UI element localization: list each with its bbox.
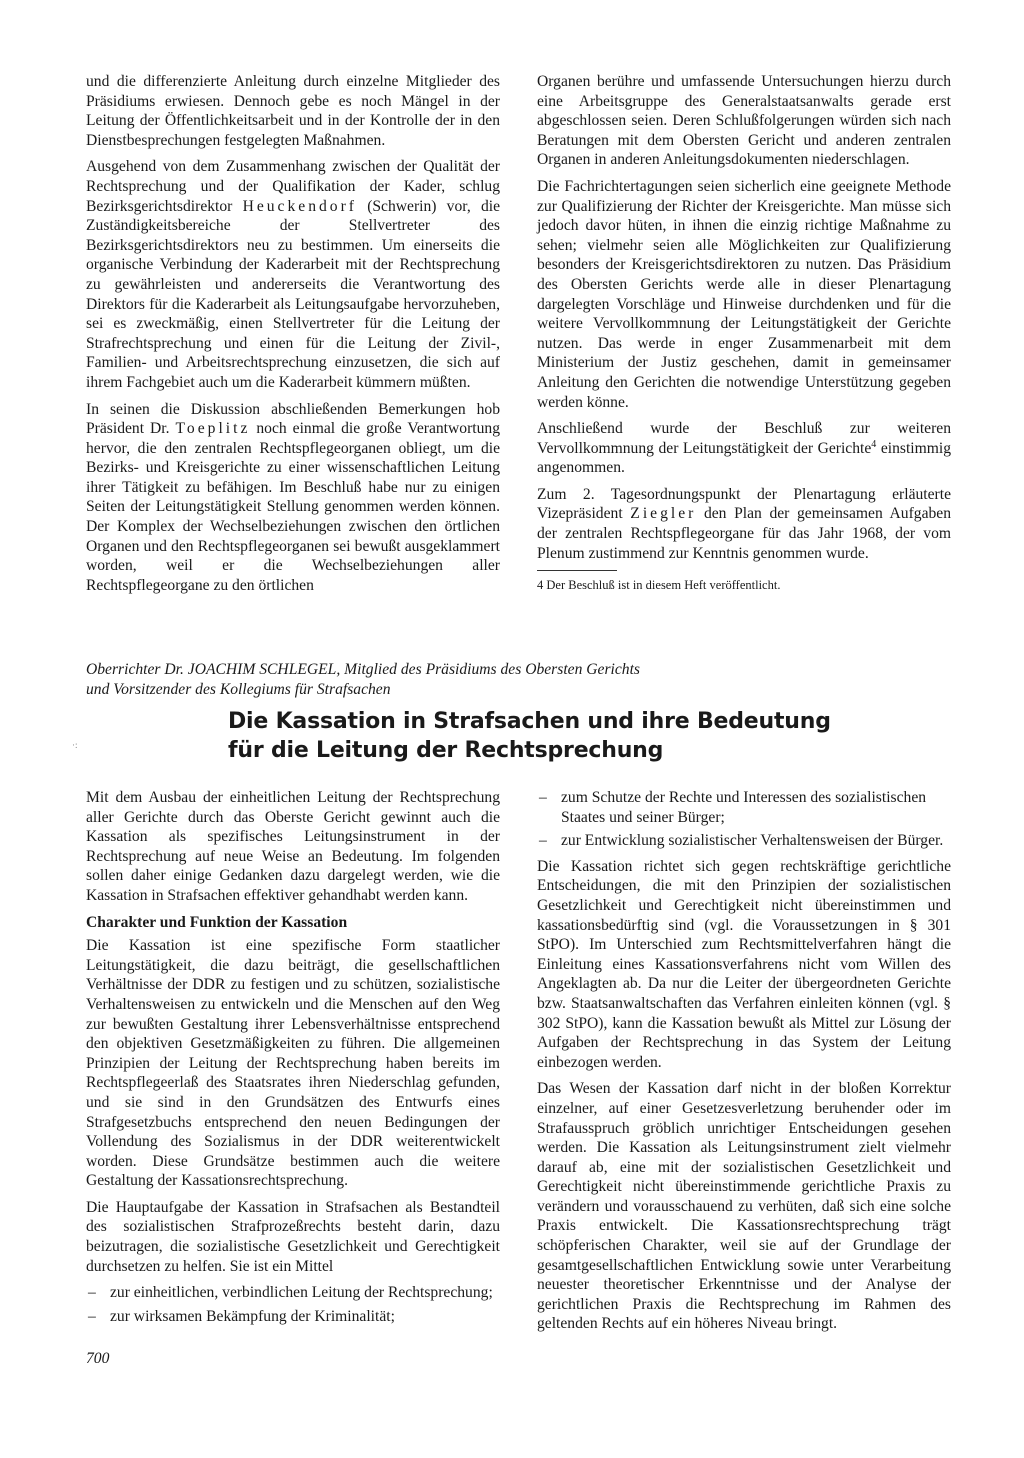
paragraph: Mit dem Ausbau der einheitlichen Leitung der Rechtsprechung aller Gerichte durch das Oberste Gericht gewinnt auch die Kassation als spezifisches Leitungsinstrument in der Rechtsprechung auf neue Weise an Bedeutung. Im folgenden sollen daher einige Gedanken dazu dargelegt werden, wie die Kassation in Strafsachen effektiver gehandhabt werden kann. [86, 789, 500, 904]
paragraph: Die Kassation richtet sich gegen rechtskräftige gerichtliche Entscheidungen, die mit den Prinzipien der sozialistischen Gesetzlichkeit und Gerechtigkeit nicht übereinstimmen und kassationsbedürftig sind (vgl. die Voraussetzungen in § 301 StPO). Im Unterschied zum Rechtsmittelverfahren hängt die Einleitung eines Kassationsverfahrens nicht vom Willen des Angeklagten ab. Da nur die Leiter der übergeordneten Gerichte bzw. Staatsanwaltschaften das Verfahren einleiten können (vgl. § 302 StPO), kann die Kassation bewußt als Mittel zur Lösung der Aufgaben der Rechtsprechung in das System der Leitung einbezogen werden. [537, 857, 951, 1071]
text-run: Ausgehend von dem Zusammenhang zwischen der Qualität der Rechtsprechung und der Qualifikation der Kader, schlug Bezirksgerichtsdirektor [86, 158, 500, 215]
byline-line: und Vorsitzender des Kollegiums für Strafsachen [86, 680, 391, 698]
paragraph [537, 419, 951, 478]
page-number: 700 [86, 1350, 110, 1367]
paragraph: Die Hauptaufgabe der Kassation in Strafsachen als Bestandteil des sozialistischen Strafprozeßrechts besteht darin, dazu beizutragen, die sozialistische Gesetzlichkeit und Gerechtigkeit durchsetzen zu helfen. Sie ist ein Mittel [86, 1198, 500, 1275]
list-item: – zur wirksamen Bekämpfung der Kriminalität; [86, 1307, 500, 1327]
text-run: (Schwerin) vor, die Zuständigkeitsbereiche der Stellvertreter des Bezirksgerichtsdirektors neu zu bestimmen. Um einerseits die organische Verbindung der Kaderarbeit mit der Rechtsprechung zu gewährleisten und andererseits die Verantwortung des Direktors für die Kaderarbeit als Leitungsaufgabe hervorzuheben, sei es zweckmäßig, einen Stellvertreter für die Leitung der Strafrechtsprechung und einen für die Leitung der Zivil-, Familien- und Arbeitsrechtsprechung einzusetzen, die sich auf ihrem Fachgebiet auch um die Kaderarbeit kümmern müßten. [86, 197, 500, 391]
column-top-left [86, 72, 500, 602]
person-name: Toeplitz [175, 420, 251, 438]
column-bottom-left [86, 788, 500, 1332]
paragraph [537, 485, 951, 563]
paragraph: Organen berühre und umfassende Untersuchungen hierzu durch eine Arbeitsgruppe des Generalstaatsanwalts gerade erst abgeschlossen seien. Deren Schlußfolgerungen würden sich nach Beratungen mit dem Obersten Gericht und anderen zentralen Organen in anderen Anleitungsdokumenten niederschlagen. [537, 73, 951, 169]
paragraph: Die Fachrichtertagungen seien sicherlich eine geeignete Methode zur Qualifizierung der Richter der Kreisgerichte. Man müsse sich jedoch davor hüten, in ihnen die einzig richtige Maßnahme zu sehen; vielmehr seien alle Möglichkeiten zur Qualifizierung besonders der Kreisgerichtsdirektoren zu nutzen. Das Präsidium des Obersten Gerichts werde alle in dieser Plenartagung dargelegten Vorschläge und Hinweise durchdenken und für die weitere Vervollkommnung der Leitungstätigkeit der Gerichte nutzen. Das werde in enger Zusammenarbeit mit dem Ministerium der Justiz geschehen, damit in gemeinsamer Anleitung den Gerichten die notwendige Unterstützung gegeben werden könne. [537, 177, 951, 411]
print-speck: ·: [72, 740, 78, 750]
title-line: Die Kassation in Strafsachen und ihre Bedeutung [228, 709, 831, 734]
paragraph: Das Wesen der Kassation darf nicht in der bloßen Korrektur einzelner, auf einer Gesetzesverletzung beruhender oder im Strafausspruch gröblich unrichtiger Entscheidungen gesehen werden. Die Kassation als Leitungsinstrument zielt vielmehr darauf ab, eine mit der sozialistischen Gesetzlichkeit und Gerechtigkeit nicht übereinstimmende gerichtliche Praxis zu verändern und vorausschauend zu verhüten, daß sich eine solche Praxis entwickelt. Die Kassationsrechtsprechung trägt schöpferischen Charakter, weil sie auf der Grundlage der gesamtgesellschaftlichen Entwicklung sowie unter Verarbeitung neuester theoretischer Erkenntnisse und der Analyse der gerichtlichen Praxis die Rechtsprechung im Rahmen des geltenden Rechts auf ein höheres Niveau bringt. [537, 1080, 951, 1333]
section-heading: Charakter und Funktion der Kassation [86, 913, 348, 931]
column-top-right [537, 72, 951, 593]
dash-list [537, 788, 951, 851]
author-byline [86, 660, 956, 699]
paragraph: und die differenzierte Anleitung durch einzelne Mitglieder des Präsidiums erwiesen. Dennoch gebe es noch Mängel in der Leitung der Öffentlichkeitsarbeit und in der Kontrolle der in den Dienstbesprechungen festgelegten Maßnahmen. [86, 73, 500, 149]
text-run: den Plan der gemeinsamen Aufgaben der zentralen Rechtspflegeorgane für das Jahr 1968, der vom Plenum zustimmend zur Kenntnis genommen wurde. [537, 505, 951, 562]
footnote-divider [537, 570, 617, 571]
paragraph: Die Kassation ist eine spezifische Form staatlicher Leitungstätigkeit, die dazu beiträgt, die gesellschaftlichen Verhältnisse der DDR zu festigen und zu schützen, sozialistische Verhaltensweisen zu entwickeln und die Menschen auf den Weg zur bewußten Gestaltung ihrer Lebensverhältnisse entsprechend den objektiven Gesetzmäßigkeiten zu führen. Die allgemeinen Prinzipien der Leitung der Rechtsprechung haben bereits im Rechtspflegeerlaß des Staatsrates ihren Niederschlag gefunden, und sie sind in den Grundsätzen des Entwurfs eines Strafgesetzbuchs entsprechend den neuen Bedingungen der Vollendung des Sozialismus in der DDR weiterentwickelt worden. Diese Grundsätze bestimmen auch die weitere Gestaltung der Kassationsrechtsprechung. [86, 937, 500, 1190]
byline-line: Oberrichter Dr. JOACHIM SCHLEGEL, Mitglied des Präsidiums des Obersten Gerichts [86, 661, 640, 678]
text-run: Zum 2. Tagesordnungspunkt der Plenartagung erläuterte Vizepräsident [537, 485, 951, 523]
title-line: für die Leitung der Rechtsprechung [228, 738, 664, 763]
list-item: – zur Entwicklung sozialistischer Verhaltensweisen der Bürger. [537, 831, 951, 851]
footnote: 4 Der Beschluß ist in diesem Heft veröffentlicht. [537, 578, 781, 593]
article-title [228, 707, 848, 765]
column-bottom-right [537, 788, 951, 1341]
list-item: – zum Schutze der Rechte und Interessen des sozialistischen Staates und seiner Bürger; [537, 788, 951, 827]
footnote-marker: 4 [871, 438, 877, 450]
text-run: einstimmig angenommen. [537, 439, 951, 477]
text-run: noch einmal die große Verantwortung hervor, die den zentralen Rechtspflegeorganen obliegt, um die Bezirks- und Kreisgerichte zu einer wissenschaftlichen Leitung ihrer Tätigkeit zu befähigen. Im Beschluß habe nur zu einigen Seiten der Leitungstätigkeit Stellung genommen werden können. Der Komplex der Wechselbeziehungen zwischen den örtlichen Organen und den Rechtspflegeorganen sei bewußt ausgeklammert worden, weil er die Wechselbeziehungen aller Rechtspflegeorgane zu den örtlichen [86, 420, 500, 594]
person-name: Heuckendorf [242, 197, 357, 215]
text-run: In seinen die Diskussion abschließenden Bemerkungen hob Präsident Dr. [86, 400, 500, 438]
list-item: – zur einheitlichen, verbindlichen Leitung der Rechtsprechung; [86, 1283, 500, 1303]
text-run: Anschließend wurde der Beschluß zur weiteren Vervollkommnung der Leitungstätigkeit der Gerichte [537, 420, 951, 457]
paragraph [86, 157, 500, 392]
dash-list [86, 1283, 500, 1326]
paragraph [86, 400, 500, 596]
person-name: Ziegler [630, 505, 697, 523]
